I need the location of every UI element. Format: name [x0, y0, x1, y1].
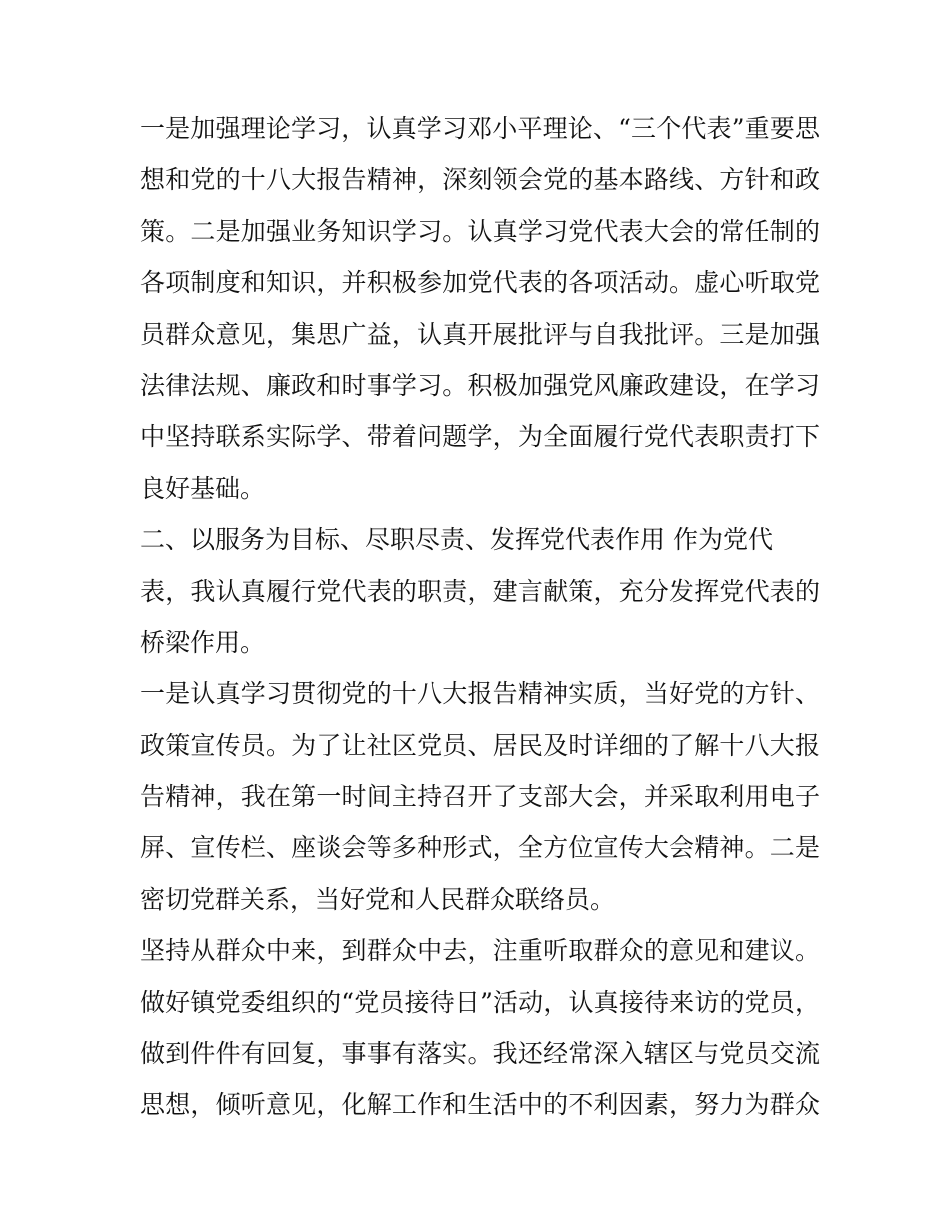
text-line: 表，我认真履行党代表的职责，建言献策，充分发挥党代表的: [140, 576, 820, 606]
text-line: 做到件件有回复，事事有落实。我还经常深入辖区与党员交流: [140, 1039, 820, 1069]
text-line: 密切党群关系，当好党和人民群众联络员。: [140, 884, 616, 914]
text-line: 一是加强理论学习，认真学习邓小平理论、“三个代表”重要思: [140, 114, 820, 143]
text-line: 策。二是加强业务知识学习。认真学习党代表大会的常任制的: [140, 216, 820, 246]
text-line: 思想，倾听意见，化解工作和生活中的不利因素，努力为群众: [140, 1090, 820, 1120]
text-line: 各项制度和知识，并积极参加党代表的各项活动。虚心听取党: [140, 268, 820, 298]
text-line: 告精神，我在第一时间主持召开了支部大会，并采取利用电子: [140, 782, 820, 812]
text-line: 法律法规、廉政和时事学习。积极加强党风廉政建设，在学习: [140, 370, 820, 400]
text-line: 良好基础。: [140, 473, 266, 503]
text-line: 做好镇党委组织的“党员接待日”活动，认真接待来访的党员，: [140, 987, 820, 1017]
text-line: 坚持从群众中来，到群众中去，注重听取群众的意见和建议。: [140, 936, 820, 966]
text-line: 一是认真学习贯彻党的十八大报告精神实质，当好党的方针、: [140, 679, 820, 709]
text-line: 员群众意见，集思广益，认真开展批评与自我批评。三是加强: [140, 319, 820, 349]
text-line: 屏、宣传栏、座谈会等多种形式，全方位宣传大会精神。二是: [140, 833, 820, 863]
text-line: 桥梁作用。: [140, 627, 266, 657]
text-line: 中坚持联系实际学、带着问题学，为全面履行党代表职责打下: [140, 422, 820, 452]
body-text: [140, 103, 820, 1131]
section-heading-line: 二、以服务为目标、尽职尽责、发挥党代表作用 作为党代: [140, 525, 773, 555]
text-line: 政策宣传员。为了让社区党员、居民及时详细的了解十八大报: [140, 730, 820, 760]
text-line: 想和党的十八大报告精神，深刻领会党的基本路线、方针和政: [140, 165, 820, 195]
